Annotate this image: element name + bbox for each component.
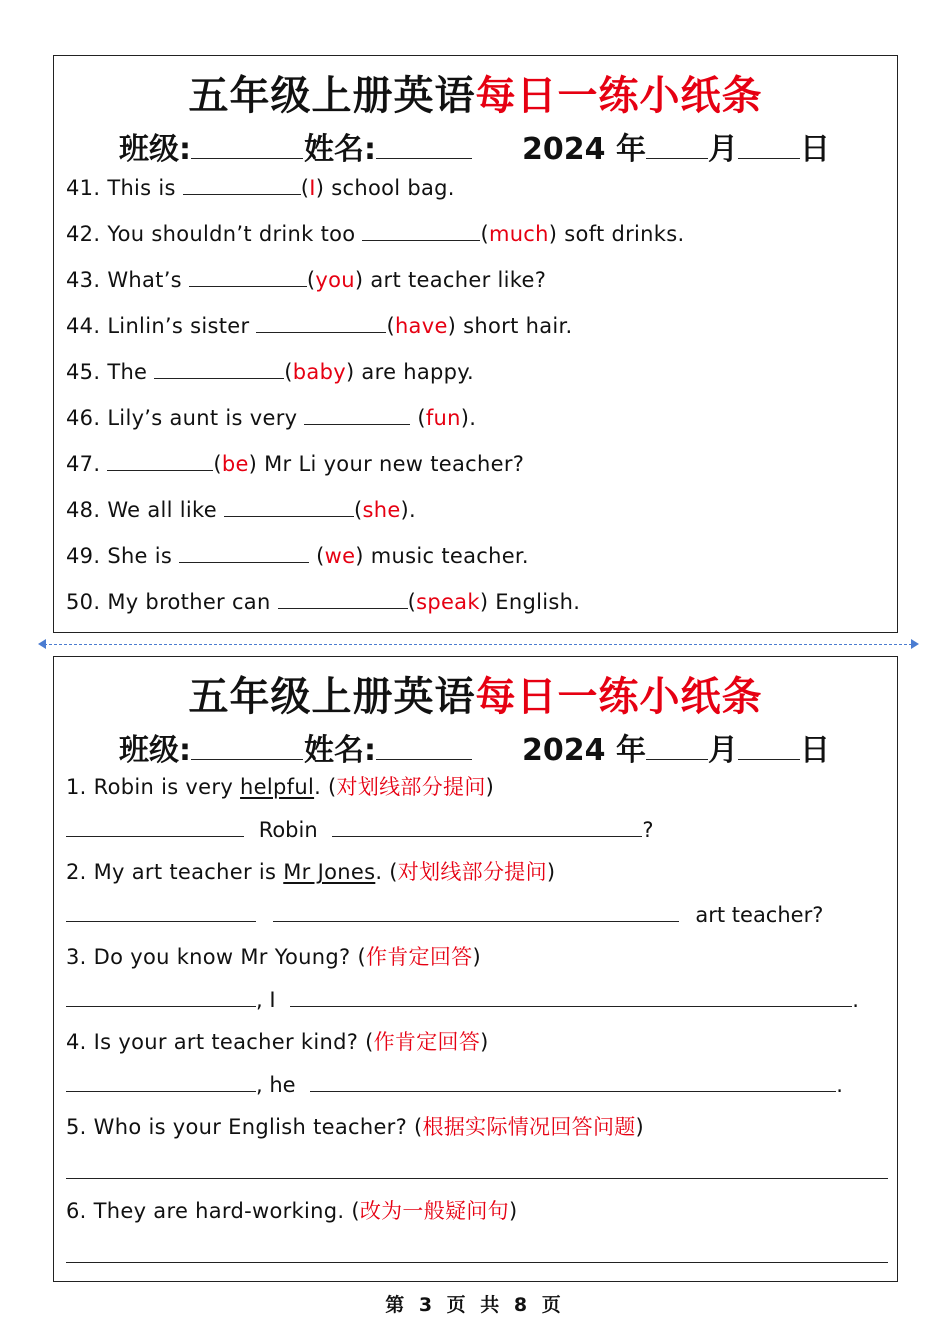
question-42: 42. You shouldn’t drink too (much) soft drinks. — [66, 218, 684, 246]
card-title: 五年级上册英语每日一练小纸条 — [188, 73, 763, 119]
answer-blank[interactable] — [362, 218, 480, 241]
month-blank[interactable] — [646, 759, 708, 760]
exercise-card-1 — [53, 55, 898, 633]
class-field: 班级: — [119, 725, 303, 769]
day-blank[interactable] — [738, 759, 800, 760]
name-blank[interactable] — [376, 759, 472, 760]
class-field: 班级: — [119, 124, 303, 168]
question-45: 45. The (baby) are happy. — [66, 356, 474, 384]
name-blank[interactable] — [376, 158, 472, 159]
answer-line-1: Robin ? — [66, 814, 654, 842]
question-50: 50. My brother can (speak) English. — [66, 586, 580, 614]
answer-blank[interactable] — [179, 540, 309, 563]
answer-line-3: , I . — [66, 984, 859, 1012]
answer-blank[interactable] — [66, 814, 244, 837]
answer-blank[interactable] — [66, 899, 256, 922]
day-blank[interactable] — [738, 158, 800, 159]
question-2: 2. My art teacher is Mr Jones. (对划线部分提问) — [66, 860, 556, 884]
question-4: 4. Is your art teacher kind? (作肯定回答) — [66, 1030, 489, 1054]
class-blank[interactable] — [191, 158, 303, 159]
month-blank[interactable] — [646, 158, 708, 159]
answer-blank[interactable] — [278, 586, 408, 609]
answer-line-6[interactable] — [66, 1262, 888, 1263]
question-48: 48. We all like (she). — [66, 494, 416, 522]
answer-line-5[interactable] — [66, 1178, 888, 1179]
card-title: 五年级上册英语每日一练小纸条 — [188, 674, 763, 720]
answer-blank[interactable] — [304, 402, 410, 425]
page-number: 第 3 页 共 8 页 — [385, 1294, 565, 1316]
date-field: 2024 年 月 日 — [522, 132, 830, 167]
answer-blank[interactable] — [189, 264, 307, 287]
date-field: 2024 年 月 日 — [522, 733, 830, 768]
question-47: 47. (be) Mr Li your new teacher? — [66, 448, 524, 476]
answer-blank[interactable] — [183, 172, 301, 195]
question-43: 43. What’s (you) art teacher like? — [66, 264, 546, 292]
answer-line-2: art teacher? — [66, 899, 823, 927]
answer-blank[interactable] — [256, 310, 386, 333]
question-3: 3. Do you know Mr Young? (作肯定回答) — [66, 945, 481, 969]
right-arrow-icon — [911, 639, 919, 649]
name-field: 姓名: — [304, 124, 472, 168]
answer-blank[interactable] — [310, 1069, 836, 1092]
question-49: 49. She is (we) music teacher. — [66, 540, 529, 568]
answer-blank[interactable] — [107, 448, 213, 471]
answer-blank[interactable] — [290, 984, 852, 1007]
question-41: 41. This is (I) school bag. — [66, 172, 455, 200]
answer-blank[interactable] — [154, 356, 284, 379]
answer-blank[interactable] — [66, 1069, 256, 1092]
answer-blank[interactable] — [224, 494, 354, 517]
name-field: 姓名: — [304, 725, 472, 769]
answer-blank[interactable] — [66, 984, 256, 1007]
exercise-card-2 — [53, 656, 898, 1282]
answer-blank[interactable] — [273, 899, 679, 922]
answer-line-4: , he . — [66, 1069, 843, 1097]
question-5: 5. Who is your English teacher? (根据实际情况回答问题) — [66, 1115, 645, 1139]
cut-line — [44, 644, 912, 645]
question-44: 44. Linlin’s sister (have) short hair. — [66, 310, 572, 338]
question-6: 6. They are hard-working. (改为一般疑问句) — [66, 1199, 518, 1223]
question-46: 46. Lily’s aunt is very (fun). — [66, 402, 476, 430]
question-1: 1. Robin is very helpful. (对划线部分提问) — [66, 775, 495, 799]
class-blank[interactable] — [191, 759, 303, 760]
answer-blank[interactable] — [332, 814, 642, 837]
